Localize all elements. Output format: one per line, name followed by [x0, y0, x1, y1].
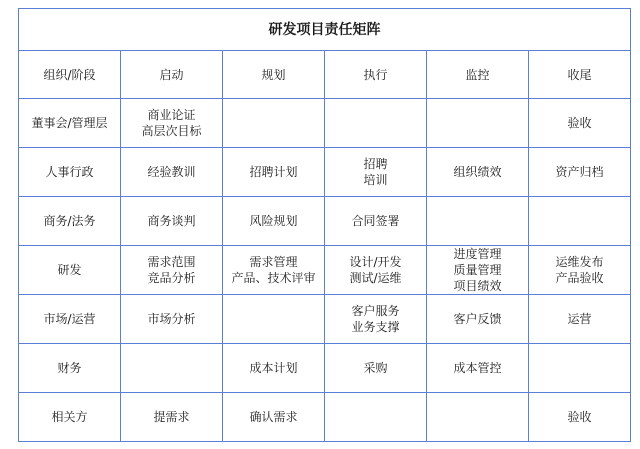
table-cell [325, 393, 427, 442]
header-cell-closing: 收尾 [529, 51, 631, 99]
responsibility-matrix-table [18, 8, 631, 442]
table-cell: 招聘计划 [223, 148, 325, 197]
table-row [19, 344, 631, 393]
table-cell: 验收 [529, 393, 631, 442]
table-row [19, 197, 631, 246]
table-cell [529, 197, 631, 246]
table-cell: 提需求 [121, 393, 223, 442]
table-cell [529, 344, 631, 393]
row-label-cell: 商务/法务 [19, 197, 121, 246]
header-cell-monitoring: 监控 [427, 51, 529, 99]
table-cell: 运营 [529, 295, 631, 344]
table-cell: 商务谈判 [121, 197, 223, 246]
table-cell: 市场分析 [121, 295, 223, 344]
header-cell-execution: 执行 [325, 51, 427, 99]
table-row [19, 393, 631, 442]
row-label-cell: 人事行政 [19, 148, 121, 197]
table-cell: 进度管理 质量管理 项目绩效 [427, 246, 529, 295]
table-cell [427, 99, 529, 148]
table-cell [223, 295, 325, 344]
table-cell [325, 99, 427, 148]
header-row [19, 51, 631, 99]
row-label-cell: 相关方 [19, 393, 121, 442]
row-label-cell: 财务 [19, 344, 121, 393]
table-cell [121, 344, 223, 393]
table-cell: 客户反馈 [427, 295, 529, 344]
table-cell: 经验教训 [121, 148, 223, 197]
table-cell: 需求范围 竞品分析 [121, 246, 223, 295]
header-cell-organization: 组织/阶段 [19, 51, 121, 99]
table-cell [223, 99, 325, 148]
table-cell: 商业论证 高层次目标 [121, 99, 223, 148]
table-cell: 客户服务 业务支撑 [325, 295, 427, 344]
table-cell: 采购 [325, 344, 427, 393]
table-cell: 资产归档 [529, 148, 631, 197]
row-label-cell: 研发 [19, 246, 121, 295]
row-label-cell: 市场/运营 [19, 295, 121, 344]
table-row [19, 99, 631, 148]
matrix-title: 研发项目责任矩阵 [19, 9, 631, 51]
header-cell-planning: 规划 [223, 51, 325, 99]
table-cell [427, 393, 529, 442]
header-cell-initiation: 启动 [121, 51, 223, 99]
table-cell: 运维发布 产品验收 [529, 246, 631, 295]
table-row [19, 246, 631, 295]
table-cell: 需求管理 产品、技术评审 [223, 246, 325, 295]
table-row [19, 295, 631, 344]
title-row [19, 9, 631, 51]
table-cell: 成本计划 [223, 344, 325, 393]
table-cell: 组织绩效 [427, 148, 529, 197]
table-cell: 设计/开发 测试/运维 [325, 246, 427, 295]
table-cell [427, 197, 529, 246]
table-cell: 合同签署 [325, 197, 427, 246]
row-label-cell: 董事会/管理层 [19, 99, 121, 148]
table-row [19, 148, 631, 197]
table-cell: 确认需求 [223, 393, 325, 442]
table-cell: 招聘 培训 [325, 148, 427, 197]
table-cell: 验收 [529, 99, 631, 148]
table-cell: 风险规划 [223, 197, 325, 246]
table-cell: 成本管控 [427, 344, 529, 393]
